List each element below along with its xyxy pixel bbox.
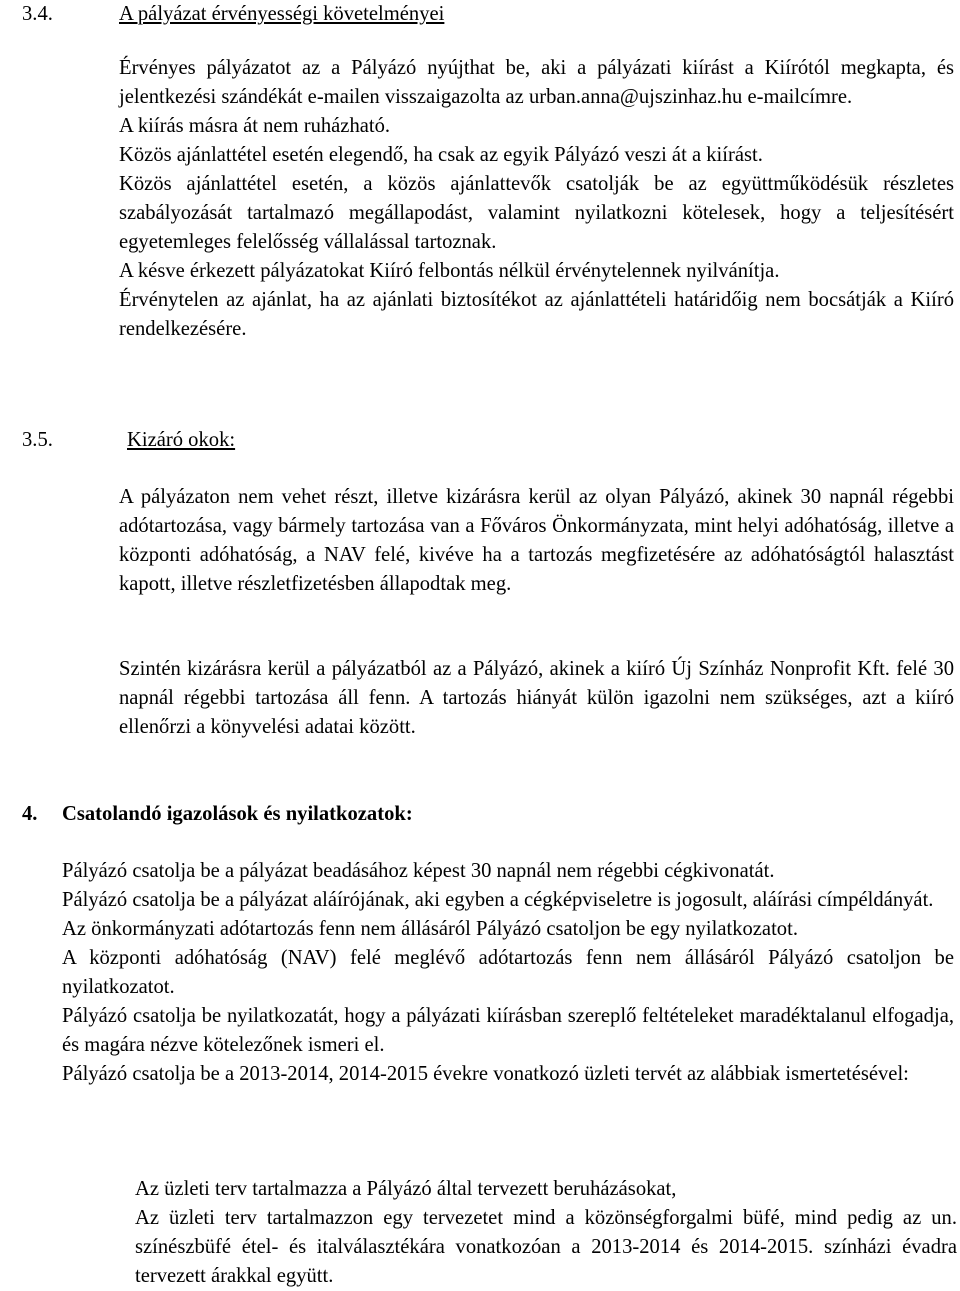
section-3-4-number: 3.4.	[22, 3, 53, 25]
paragraph: Szintén kizárásra kerül a pályázatból az a Pályázó, akinek a kiíró Új Színház Nonprofit Kft. felé 30 napnál régebbi tartozása áll fenn. A tartozás hiányát külön igazolni nem szükséges, azt a kiíró ellenőrzi a könyvelési adatai között.	[119, 658, 954, 738]
paragraph: Az önkormányzati adótartozás fenn nem állásáról Pályázó csatoljon be egy nyilatkozatot.	[62, 918, 798, 940]
section-3-4-body	[119, 54, 954, 344]
sub-item: Az üzleti terv tartalmazzon egy tervezetet mind a közönségforgalmi büfé, mind pedig az un. színészbüfé étel- és italválasztékára vonatkozóan a 2013-2014 és 2014-2015. színházi évadra tervezett árakkal együtt.	[135, 1207, 957, 1287]
section-4-body	[62, 857, 954, 1089]
section-3-4-title: A pályázat érvényességi követelményei	[119, 3, 445, 25]
paragraph: Érvényes pályázatot az a Pályázó nyújthat be, aki a pályázati kiírást a Kiírótól megkapta, és jelentkezési szándékát e-mailen visszaigazolta az urban.anna@ujszinhaz.hu e-mailcímre.	[119, 57, 954, 108]
section-3-5-number: 3.5.	[22, 429, 53, 451]
paragraph: A kiírás másra át nem ruházható.	[119, 115, 391, 137]
paragraph: Közös ajánlattétel esetén, a közös ajánlattevők csatolják be az együttműködésük részletes szabályozását tartalmazó megállapodást, valamint nyilatkozni kötelesek, hogy a teljesítésért egyetemleges felelősség vállalással tartoznak.	[119, 173, 954, 253]
paragraph: A pályázaton nem vehet részt, illetve kizárásra kerül az olyan Pályázó, akinek 30 napnál régebbi adótartozása, vagy bármely tartozása van a Főváros Önkormányzata, mint helyi adóhatóság, illetve a központi adóhatóság, a NAV felé, kivéve ha a tartozás megfizetésére az adóhatóságtól halasztást kapott, illetve részletfizetésben állapodtak meg.	[119, 486, 954, 595]
sub-item: Az üzleti terv tartalmazza a Pályázó által tervezett beruházásokat,	[135, 1178, 677, 1200]
paragraph: Pályázó csatolja be a pályázat beadásához képest 30 napnál nem régebbi cégkivonatát.	[62, 860, 775, 882]
paragraph: Pályázó csatolja be nyilatkozatát, hogy a pályázati kiírásban szereplő feltételeket maradéktalanul elfogadja, és magára nézve kötelezőnek ismeri el.	[62, 1005, 954, 1056]
section-3-5-title: Kizáró okok:	[127, 429, 236, 451]
paragraph: A késve érkezett pályázatokat Kiíró felbontás nélkül érvénytelennek nyilvánítja.	[119, 260, 780, 282]
section-4-number: 4.	[22, 803, 38, 825]
section-3-5-body	[119, 483, 954, 599]
section-4-sub-items	[135, 1175, 957, 1291]
paragraph: Pályázó csatolja be a pályázat aláírójának, aki egyben a cégképviseletre is jogosult, aláírási címpéldányát.	[62, 889, 934, 911]
paragraph: Pályázó csatolja be a 2013-2014, 2014-2015 évekre vonatkozó üzleti tervét az alábbiak ismertetésével:	[62, 1063, 909, 1085]
paragraph: A központi adóhatóság (NAV) felé meglévő adótartozás fenn nem állásáról Pályázó csatoljon be nyilatkozatot.	[62, 947, 954, 998]
paragraph: Érvénytelen az ajánlat, ha az ajánlati biztosítékot az ajánlattételi határidőig nem bocsátják a Kiíró rendelkezésére.	[119, 289, 954, 340]
section-4-title: Csatolandó igazolások és nyilatkozatok:	[62, 803, 413, 825]
section-3-5-body-2	[119, 655, 954, 742]
paragraph: Közös ajánlattétel esetén elegendő, ha csak az egyik Pályázó veszi át a kiírást.	[119, 144, 763, 166]
